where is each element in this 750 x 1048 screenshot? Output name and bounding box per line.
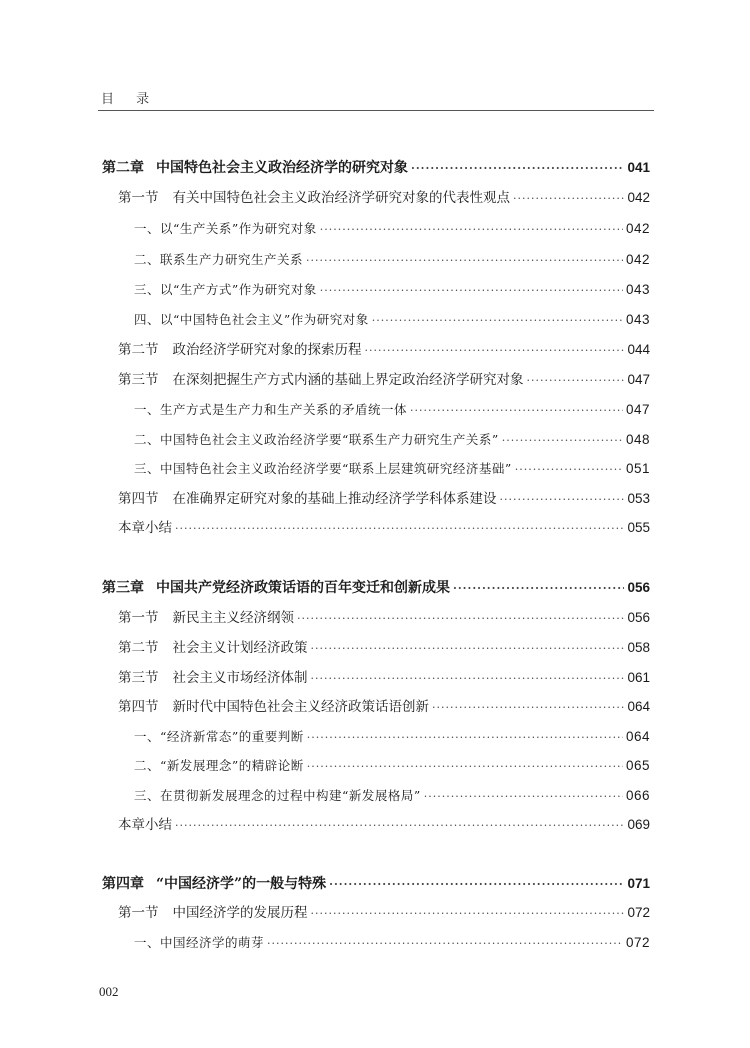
toc-page: 051 (625, 461, 650, 476)
toc-item[interactable] (134, 787, 650, 806)
toc-item[interactable] (134, 220, 650, 239)
toc-section[interactable] (118, 371, 650, 390)
toc-label (118, 490, 497, 508)
dot-leader (311, 905, 625, 923)
toc-page: 069 (627, 817, 650, 832)
toc-page: 043 (625, 312, 650, 327)
dot-leader (175, 520, 624, 538)
toc-title: 中国特色社会主义政治经济学的研究对象 (156, 160, 408, 176)
toc-page: 047 (625, 402, 650, 417)
toc-title: 一、以“生产关系”作为研究对象 (134, 221, 317, 236)
toc-page: 042 (625, 252, 650, 267)
toc-label (118, 669, 308, 687)
toc-title: 三、以“生产方式”作为研究对象 (134, 282, 317, 297)
toc-item[interactable] (134, 431, 650, 450)
toc-title: 新民主主义经济纲领 (172, 610, 294, 626)
dot-leader (311, 670, 625, 688)
toc-number: 第二章 (102, 160, 144, 176)
toc-title: 政治经济学研究对象的探索历程 (172, 342, 362, 358)
toc-number: 第四节 (118, 699, 159, 715)
toc-title: 在准确界定研究对象的基础上推动经济学学科体系建设 (172, 491, 497, 507)
toc-title: 社会主义计划经济政策 (172, 640, 308, 656)
toc-section[interactable] (118, 609, 650, 628)
header-rule (98, 110, 654, 111)
dot-leader (411, 160, 624, 178)
toc-title: 在深刻把握生产方式内涵的基础上界定政治经济学研究对象 (172, 372, 524, 388)
toc-section[interactable] (118, 341, 650, 360)
toc-page: 041 (627, 160, 650, 175)
toc-title: 一、生产方式是生产力和生产关系的矛盾统一体 (134, 402, 408, 417)
toc-label (102, 875, 326, 893)
toc-section[interactable] (118, 904, 650, 923)
dot-leader (513, 190, 624, 208)
toc-page: 066 (625, 788, 650, 803)
toc-page: 043 (625, 282, 650, 297)
page-number: 002 (99, 984, 119, 999)
toc-page: 048 (625, 432, 650, 447)
toc-page: 044 (627, 342, 650, 357)
toc-summary[interactable] (118, 816, 650, 835)
toc-page: 058 (627, 640, 650, 655)
toc-title: 本章小结 (118, 817, 172, 833)
toc-label (118, 698, 429, 716)
toc-number: 第二节 (118, 342, 159, 358)
toc-label (102, 159, 408, 177)
toc-title: 本章小结 (118, 520, 172, 536)
toc-item[interactable] (134, 311, 650, 330)
toc-label (118, 904, 308, 922)
toc-label (118, 341, 362, 359)
toc-title: 一、“经济新常态”的重要判断 (134, 729, 304, 744)
dot-leader (502, 432, 623, 450)
toc-title: 三、中国特色社会主义政治经济学要“联系上层建筑研究经济基础” (134, 461, 512, 476)
toc-chapter[interactable] (102, 579, 650, 598)
toc-title: 社会主义市场经济体制 (172, 670, 308, 686)
toc-chapter[interactable] (102, 159, 650, 178)
toc-title: 四、以“中国特色社会主义”作为研究对象 (134, 312, 369, 327)
dot-leader (372, 312, 623, 330)
dot-leader (311, 640, 625, 658)
toc-title: 新时代中国特色社会主义经济政策话语创新 (172, 699, 429, 715)
toc-page: 072 (627, 905, 650, 920)
dot-leader (453, 580, 624, 598)
toc-page: 064 (627, 699, 650, 714)
toc-number: 第二节 (118, 640, 159, 656)
toc-number: 第三章 (102, 580, 144, 596)
toc-number: 第一节 (118, 610, 159, 626)
toc-page: 053 (627, 491, 650, 506)
toc-page: 072 (625, 935, 650, 950)
dot-leader (515, 461, 623, 479)
toc-page: 055 (627, 520, 650, 535)
toc-title: 中国经济学的发展历程 (172, 905, 308, 921)
running-header: 目 录 (101, 92, 159, 107)
dot-leader (432, 699, 624, 717)
toc-number: 第四节 (118, 491, 159, 507)
toc-title: “中国经济学”的一般与特殊 (156, 876, 327, 892)
dot-leader (320, 221, 623, 239)
toc-number: 第四章 (102, 876, 144, 892)
toc-page: 071 (627, 876, 650, 891)
toc-page: 064 (625, 729, 650, 744)
toc-item[interactable] (134, 401, 650, 420)
toc-title: 二、联系生产力研究生产关系 (134, 252, 304, 267)
toc-page: 042 (627, 190, 650, 205)
toc-label (118, 609, 294, 627)
dot-leader (500, 491, 625, 509)
toc-section[interactable] (118, 639, 650, 658)
toc-number: 第三节 (118, 372, 159, 388)
dot-leader (267, 935, 623, 953)
toc-section[interactable] (118, 698, 650, 717)
toc-title: 二、“新发展理念”的精辟论断 (134, 758, 304, 773)
toc-label (118, 639, 308, 657)
dot-leader (175, 817, 624, 835)
toc-number: 第一节 (118, 190, 159, 206)
toc-title: 中国共产党经济政策话语的百年变迁和创新成果 (156, 580, 450, 596)
toc-page: 042 (625, 221, 650, 236)
toc-page: 056 (627, 580, 650, 595)
toc-page: 065 (625, 758, 650, 773)
toc-title: 三、在贯彻新发展理念的过程中构建“新发展格局” (134, 788, 421, 803)
toc-section[interactable] (118, 490, 650, 509)
toc-title: 一、中国经济学的萌芽 (134, 935, 265, 950)
dot-leader (306, 252, 623, 270)
dot-leader (527, 372, 625, 390)
toc-summary[interactable] (118, 519, 650, 538)
toc-section[interactable] (118, 669, 650, 688)
toc-item[interactable] (134, 728, 650, 747)
dot-leader (307, 729, 623, 747)
toc-item[interactable] (134, 460, 650, 479)
toc-page: 061 (627, 670, 650, 685)
dot-leader (320, 282, 623, 300)
dot-leader (410, 402, 623, 420)
dot-leader (307, 758, 623, 776)
dot-leader (424, 788, 623, 806)
toc-item[interactable] (134, 757, 650, 776)
toc-label (102, 579, 450, 597)
toc-item[interactable] (134, 281, 650, 300)
toc-item[interactable] (134, 934, 650, 953)
toc-title: 二、中国特色社会主义政治经济学要“联系生产力研究生产关系” (134, 432, 499, 447)
toc-section[interactable] (118, 189, 650, 208)
toc-number: 第三节 (118, 670, 159, 686)
toc-title: 有关中国特色社会主义政治经济学研究对象的代表性观点 (172, 190, 510, 206)
toc-item[interactable] (134, 251, 650, 270)
toc-chapter[interactable] (102, 875, 650, 894)
dot-leader (365, 342, 625, 360)
toc-number: 第一节 (118, 905, 159, 921)
toc-page: 056 (627, 610, 650, 625)
toc-label (118, 371, 524, 389)
toc-page: 047 (627, 372, 650, 387)
dot-leader (297, 610, 624, 628)
dot-leader (329, 876, 624, 894)
toc-label (118, 189, 510, 207)
